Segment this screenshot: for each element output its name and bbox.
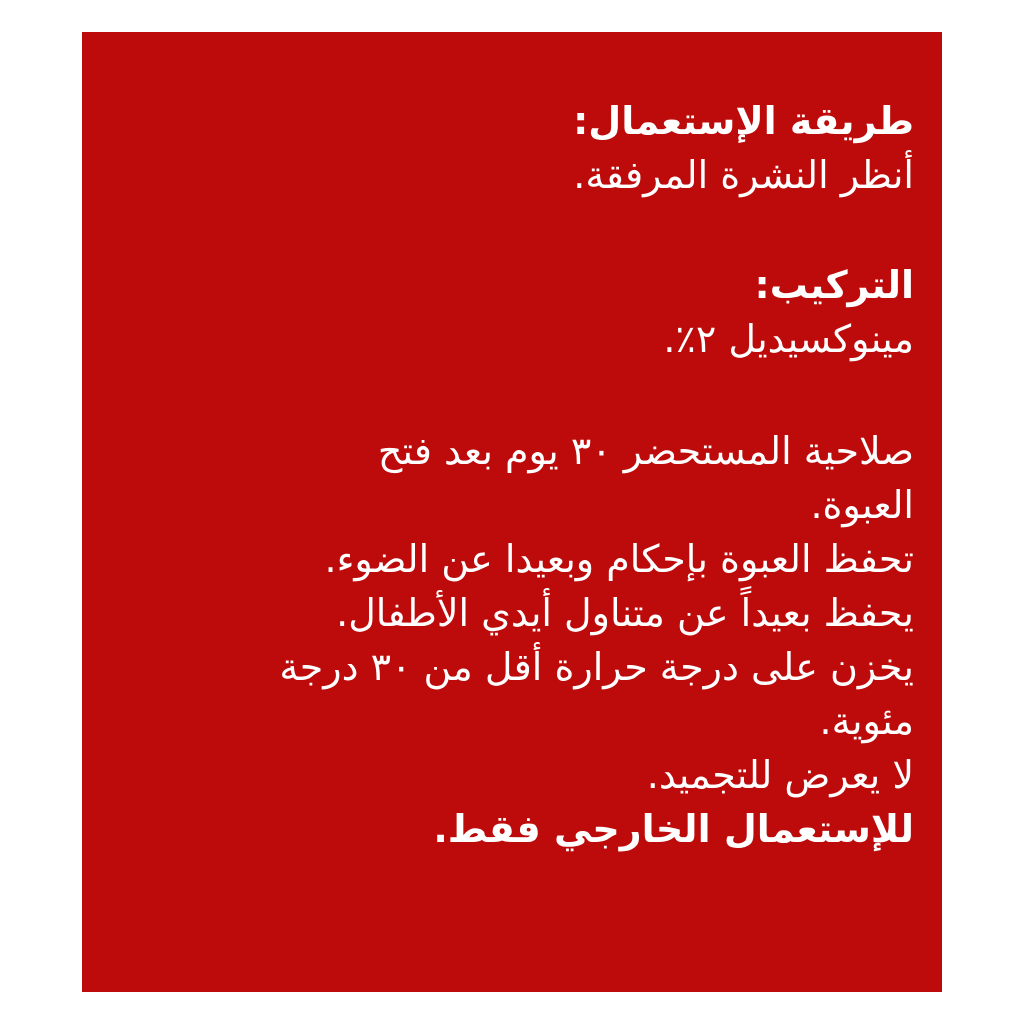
storage-line: تحفظ العبوة بإحكام وبعيدا عن الضوء.	[324, 537, 914, 581]
usage-heading: طريقة الإستعمال:	[573, 99, 914, 143]
storage-line: العبوة.	[810, 483, 914, 527]
storage-line: لا يعرض للتجميد.	[646, 753, 914, 797]
storage-line: يحفظ بعيداً عن متناول أيدي الأطفال.	[336, 591, 914, 635]
label-text	[134, 94, 914, 856]
external-use-notice: للإستعمال الخارجي فقط.	[433, 807, 914, 851]
composition-text: مينوكسيديل ٢٪.	[663, 317, 914, 361]
composition-heading: التركيب:	[754, 263, 914, 307]
label-panel	[82, 32, 942, 992]
usage-text: أنظر النشرة المرفقة.	[573, 153, 914, 197]
storage-line: مئوية.	[819, 699, 914, 743]
storage-line: يخزن على درجة حرارة أقل من ٣٠ درجة	[279, 645, 914, 689]
storage-line: صلاحية المستحضر ٣٠ يوم بعد فتح	[377, 429, 914, 473]
